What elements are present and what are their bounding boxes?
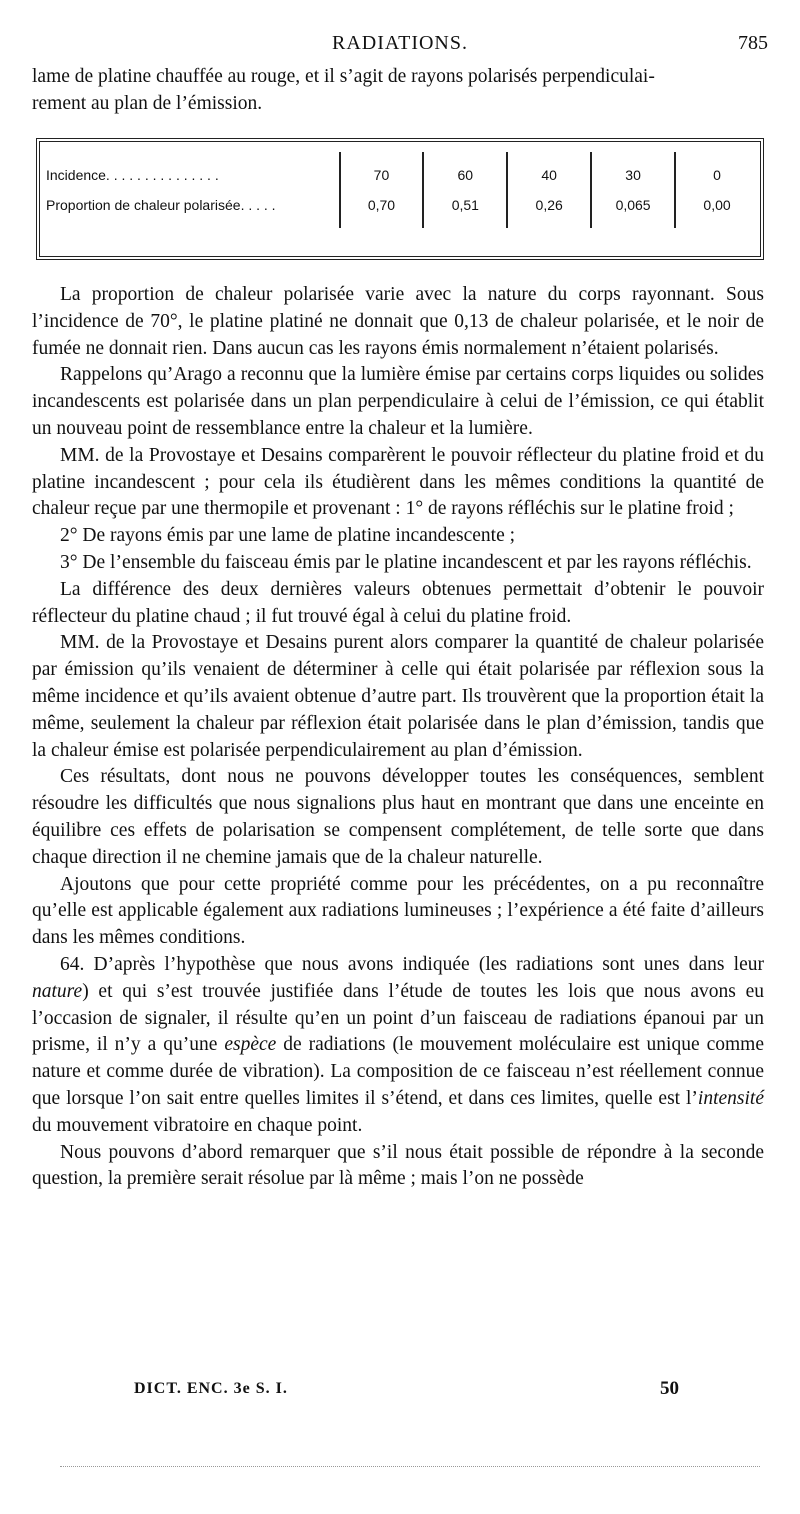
data-table [42, 152, 758, 228]
table-cell: 40 [507, 152, 591, 190]
printer-signature: DICT. ENC. 3e S. I. [134, 1380, 288, 1397]
polarization-table [36, 138, 764, 260]
section-64-text: de radiations (le mouvement moléculaire est unique comme nature et comme durée de vibration). La composition de ce faisceau n’est réellement connue que lorsque l’on sait entre quelles limites il s’étend, et dans ces limites, quelle est l’ [32, 1034, 764, 1109]
paragraph: 2° De rayons émis par une lame de platine incandescente ; [60, 525, 516, 547]
table-cell: 60 [423, 152, 507, 190]
running-title: RADIATIONS. [332, 32, 468, 54]
paragraph: Ces résultats, dont nous ne pouvons développer toutes les conséquences, semblent résoudre les difficultés que nous signalions plus haut en montrant que dans une enceinte en équilibre ces effets de polarisation se compensent complétement, de telle sorte que dans chaque direction il ne chemine jamais que de la chaleur naturelle. [32, 766, 764, 868]
table-cell: 0,26 [507, 190, 591, 228]
table-cell: 0 [675, 152, 758, 190]
table-cell: 70 [340, 152, 424, 190]
bleed-through-line [60, 1466, 760, 1467]
intro-text [32, 64, 764, 118]
emphasis-espece: espèce [224, 1034, 277, 1056]
paragraph: 3° De l’ensemble du faisceau émis par le platine incandescent et par les rayons réfléchis. [60, 551, 752, 573]
row-label: Proportion de chaleur polarisée. . . . . [46, 197, 276, 213]
emphasis-intensite: intensité [697, 1087, 764, 1109]
row-label: Incidence. . . . . . . . . . . . . . . [46, 167, 219, 183]
paragraph: La différence des deux dernières valeurs obtenues permettait d’obtenir le pouvoir réflecteur du platine chaud ; il fut trouvé égal à celui du platine froid. [32, 578, 764, 627]
section-64-text: ) et qui s’est trouvée justifiée dans l’étude de toutes les lois que nous avons eu l’occasion de signaler, il résulte qu’en un point d’un faisceau de radiations épanoui par un prisme, il n’y a qu’une [32, 980, 764, 1056]
intro-line-2: rement au plan de l’émission. [32, 92, 263, 114]
table-row-proportion [42, 190, 758, 228]
table-row-incidence [42, 152, 758, 190]
page-header [30, 30, 770, 58]
table-cell: 0,70 [340, 190, 424, 228]
paragraph: Rappelons qu’Arago a reconnu que la lumière émise par certains corps liquides ou solides incandescents est polarisée dans un plan perpendiculaire à celui de l’émission, ce qui établit un nouveau point de ressemblance entre la chaleur et la lumière. [32, 364, 764, 439]
section-64-text: 64. D’après l’hypothèse que nous avons indiquée (les radiations sont unes dans leur [60, 953, 764, 975]
paragraph: La proportion de chaleur polarisée varie avec la nature du corps rayonnant. Sous l’incidence de 70°, le platine platiné ne donnait que 0,13 de chaleur polarisée, et le noir de fumée ne donnait rien. Dans aucun cas les rayons émis normalement n’étaient polarisés. [32, 284, 764, 359]
paragraph: MM. de la Provostaye et Desains comparèrent le pouvoir réflecteur du platine froid et du platine incandescent ; pour cela ils étudièrent dans les mêmes conditions la quantité de chaleur reçue par une thermopile et provenant : 1° de rayons réfléchis sur le platine froid ; [32, 444, 764, 520]
page-footer [0, 1378, 800, 1408]
table-cell: 30 [591, 152, 675, 190]
table-cell: 0,065 [591, 190, 675, 228]
emphasis-nature: nature [32, 980, 83, 1002]
table-cell: 0,51 [423, 190, 507, 228]
intro-line-1: lame de platine chauffée au rouge, et il s’agit de rayons polarisés perpendiculai- [32, 66, 655, 87]
section-64-paragraph [32, 952, 764, 1140]
paragraph: Nous pouvons d’abord remarquer que s’il nous était possible de répondre à la seconde question, la première serait résolue par là même ; mais l’on ne possède [32, 1141, 764, 1190]
table-cell: 0,00 [675, 190, 758, 228]
section-64-text: du mouvement vibratoire en chaque point. [32, 1114, 363, 1136]
body-text [32, 282, 764, 1193]
sheet-number: 50 [660, 1378, 679, 1399]
page-number: 785 [738, 32, 768, 54]
paragraph: MM. de la Provostaye et Desains purent alors comparer la quantité de chaleur polarisée par émission qu’ils venaient de déterminer à celle qui était polarisée par réflexion sous la même incidence et qu’ils avaient obtenue d’autre part. Ils trouvèrent que la proportion était la même, seulement la chaleur par réflexion était polarisée dans le plan d’émission, tandis que la chaleur émise est polarisée perpendiculairement au plan d’émission. [32, 632, 764, 761]
paragraph: Ajoutons que pour cette propriété comme pour les précédentes, on a pu reconnaître qu’elle est applicable également aux radiations lumineuses ; l’expérience a été faite d’ailleurs dans les mêmes conditions. [32, 873, 764, 949]
